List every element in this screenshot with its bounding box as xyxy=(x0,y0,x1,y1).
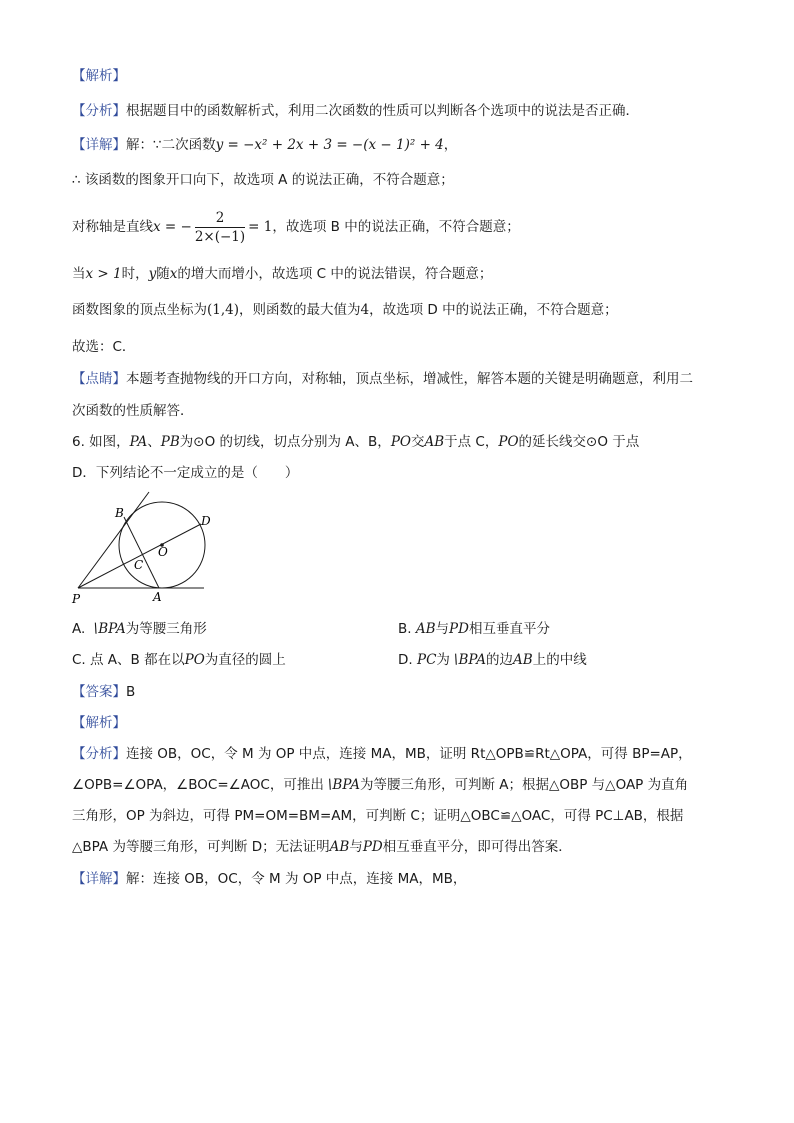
axis-post: ，故选项 B 中的说法正确，不符合题意； xyxy=(272,219,520,235)
detail-line-6: 故选：C． xyxy=(72,339,136,355)
analysis-line-1 xyxy=(72,101,639,121)
q6-analysis-line-3: 三角形，OP 为斜边，可得 PM=OM=BM=AM，可判断 C；证明△OBC≌△OAC，可得 PC⊥AB，根据 xyxy=(72,808,684,824)
label-p: P xyxy=(72,592,81,606)
label-o: O xyxy=(158,545,168,559)
option-c[interactable] xyxy=(72,650,286,670)
q6-xiangjie-tag: 【详解】 xyxy=(72,871,126,887)
option-d-math-2: ∖BPA xyxy=(449,652,487,668)
option-a-text: 为等腰三角形 xyxy=(125,621,207,637)
answer-value: B xyxy=(126,684,136,700)
dianjing-tag: 【点睛】 xyxy=(72,371,126,387)
q6-analysis-line-4 xyxy=(72,837,572,857)
xiangjie-tag: 【详解】 xyxy=(72,137,126,153)
l5-mid: ，则函数的最大值为 xyxy=(239,302,361,318)
q6-fenxi-2b: 为等腰三角形，可判断 A；根据△OBP 与△OAP 为直角 xyxy=(359,777,689,793)
dianjing-line-1 xyxy=(72,369,693,389)
option-b-mid: 与 xyxy=(435,621,450,637)
q6-fenxi-tag: 【分析】 xyxy=(72,746,126,762)
answer-line xyxy=(72,682,135,702)
axis-rhs: = 1 xyxy=(248,219,273,235)
q6-c: 于点 C， xyxy=(444,434,499,450)
q6-fenxi-4a: △BPA 为等腰三角形，可判断 D；无法证明 xyxy=(72,839,330,855)
q6-xiangjie-text: 解：连接 OB，OC，令 M 为 OP 中点，连接 MA，MB， xyxy=(126,871,467,887)
q6-detail-line-1 xyxy=(72,869,466,889)
answer-tag: 【答案】 xyxy=(72,684,126,700)
tangent-line-pb xyxy=(78,492,149,588)
option-c-label: C. xyxy=(72,652,86,668)
option-b-text: 相互垂直平分 xyxy=(468,621,550,637)
option-d-mid: 为 xyxy=(436,652,450,668)
q6-b: 交 xyxy=(410,434,425,450)
q6-fenxi-4-pd: PD xyxy=(362,839,383,855)
l4-pre: 当 xyxy=(72,266,86,282)
option-b[interactable] xyxy=(398,619,550,639)
label-b: B xyxy=(115,506,124,520)
question6-stem-2: D．下列结论不一定成立的是（ ） xyxy=(72,465,299,481)
l5-vertex: (1,4) xyxy=(207,302,240,318)
option-d-mid-2: 的边 xyxy=(486,652,514,668)
l4-post: 的增大而增小，故选项 C 中的说法错误，符合题意； xyxy=(177,266,493,282)
label-c: C xyxy=(134,558,144,572)
option-b-label: B. xyxy=(398,621,412,637)
axis-pre: 对称轴是直线 xyxy=(72,219,153,235)
option-a-label: A. xyxy=(72,621,86,637)
label-d: D xyxy=(201,514,211,528)
q6-fenxi-4-ab: AB xyxy=(329,839,350,855)
l5-post: ，故选项 D 中的说法正确，不符合题意； xyxy=(369,302,618,318)
option-d-math-1: PC xyxy=(416,652,437,668)
q6-fenxi-2-math: ∖BPA xyxy=(323,777,360,793)
option-b-math-1: AB xyxy=(415,621,436,637)
xiangjie-pre: 解：∵二次函数 xyxy=(126,137,216,153)
q6-d: 的延长线交⊙O 于点 xyxy=(518,434,640,450)
q6-fenxi-2a: ∠OPB=∠OPA，∠BOC=∠AOC，可推出 xyxy=(72,777,324,793)
detail-line-5 xyxy=(72,300,618,320)
line-pd xyxy=(78,524,201,588)
option-a[interactable] xyxy=(72,619,207,639)
jiexi-heading-1: 【解析】 xyxy=(72,68,126,84)
circle-tangent-figure xyxy=(70,490,220,608)
option-d[interactable] xyxy=(398,650,587,670)
detail-line-3 xyxy=(72,205,520,249)
l4-cond: x > 1 xyxy=(85,266,122,282)
q6-num: 6. 如图， xyxy=(72,434,130,450)
fenxi-text: 根据题目中的函数解析式，利用二次函数的性质可以判断各个选项中的说法是否正确． xyxy=(126,103,639,119)
q6-po: PO xyxy=(390,434,411,450)
axis-fraction-den: 2×(−1) xyxy=(194,228,246,245)
q6-a: 为⊙O 的切线，切点分别为 A、B， xyxy=(179,434,391,450)
q6-fenxi-1: 连接 OB，OC，令 M 为 OP 中点，连接 MA，MB，证明 Rt△OPB≌Rt△OPA，可得 BP=AP， xyxy=(126,746,692,762)
option-d-label: D. xyxy=(398,652,413,668)
q6-pb: PB xyxy=(160,434,180,450)
q6-fenxi-4-mid: 与 xyxy=(349,839,363,855)
q6-sep: 、 xyxy=(147,434,161,450)
chord-ab xyxy=(124,517,159,588)
q6-pa: PA xyxy=(129,434,148,450)
jiexi-heading-2: 【解析】 xyxy=(72,715,126,731)
q6-analysis-line-1 xyxy=(72,744,692,764)
dianjing-line-2: 次函数的性质解答． xyxy=(72,403,194,419)
option-b-math-2: PD xyxy=(449,621,469,637)
l4-mid: 时， xyxy=(121,266,149,282)
detail-line-4 xyxy=(72,264,492,284)
l4-mid2: 随 xyxy=(156,266,170,282)
l4-x: x xyxy=(169,266,178,282)
l5-pre: 函数图象的顶点坐标为 xyxy=(72,302,207,318)
option-a-math: ∖BPA xyxy=(89,621,126,637)
option-c-math: PO xyxy=(184,652,205,668)
dianjing-text-1: 本题考查抛物线的开口方向，对称轴，顶点坐标，增减性，解答本题的关键是明确题意，利用二 xyxy=(126,371,693,387)
q6-po2: PO xyxy=(498,434,519,450)
option-c-text: 为直径的圆上 xyxy=(204,652,286,668)
label-a: A xyxy=(153,590,162,604)
option-d-math-3: AB xyxy=(513,652,533,668)
l4-y: y xyxy=(148,266,157,282)
quadratic-formula: y = −x² + 2x + 3 = −(x − 1)² + 4 xyxy=(215,137,444,153)
option-d-text: 上的中线 xyxy=(532,652,587,668)
axis-fraction-num: 2 xyxy=(195,209,245,228)
option-c-pre: 点 A、B 都在以 xyxy=(90,652,185,668)
question6-stem-1 xyxy=(72,432,639,452)
xiangjie-post: ， xyxy=(443,137,458,153)
q6-ab: AB xyxy=(424,434,445,450)
fenxi-tag: 【分析】 xyxy=(72,103,126,119)
detail-line-2: ∴ 该函数的图象开口向下，故选项 A 的说法正确，不符合题意； xyxy=(72,172,454,188)
axis-fraction xyxy=(195,209,245,246)
axis-lhs: x = − xyxy=(153,219,192,235)
q6-analysis-line-2 xyxy=(72,775,688,795)
detail-line-1 xyxy=(72,135,457,155)
l5-max: 4 xyxy=(360,302,370,318)
q6-fenxi-4b: 相互垂直平分，即可得出答案． xyxy=(382,839,572,855)
